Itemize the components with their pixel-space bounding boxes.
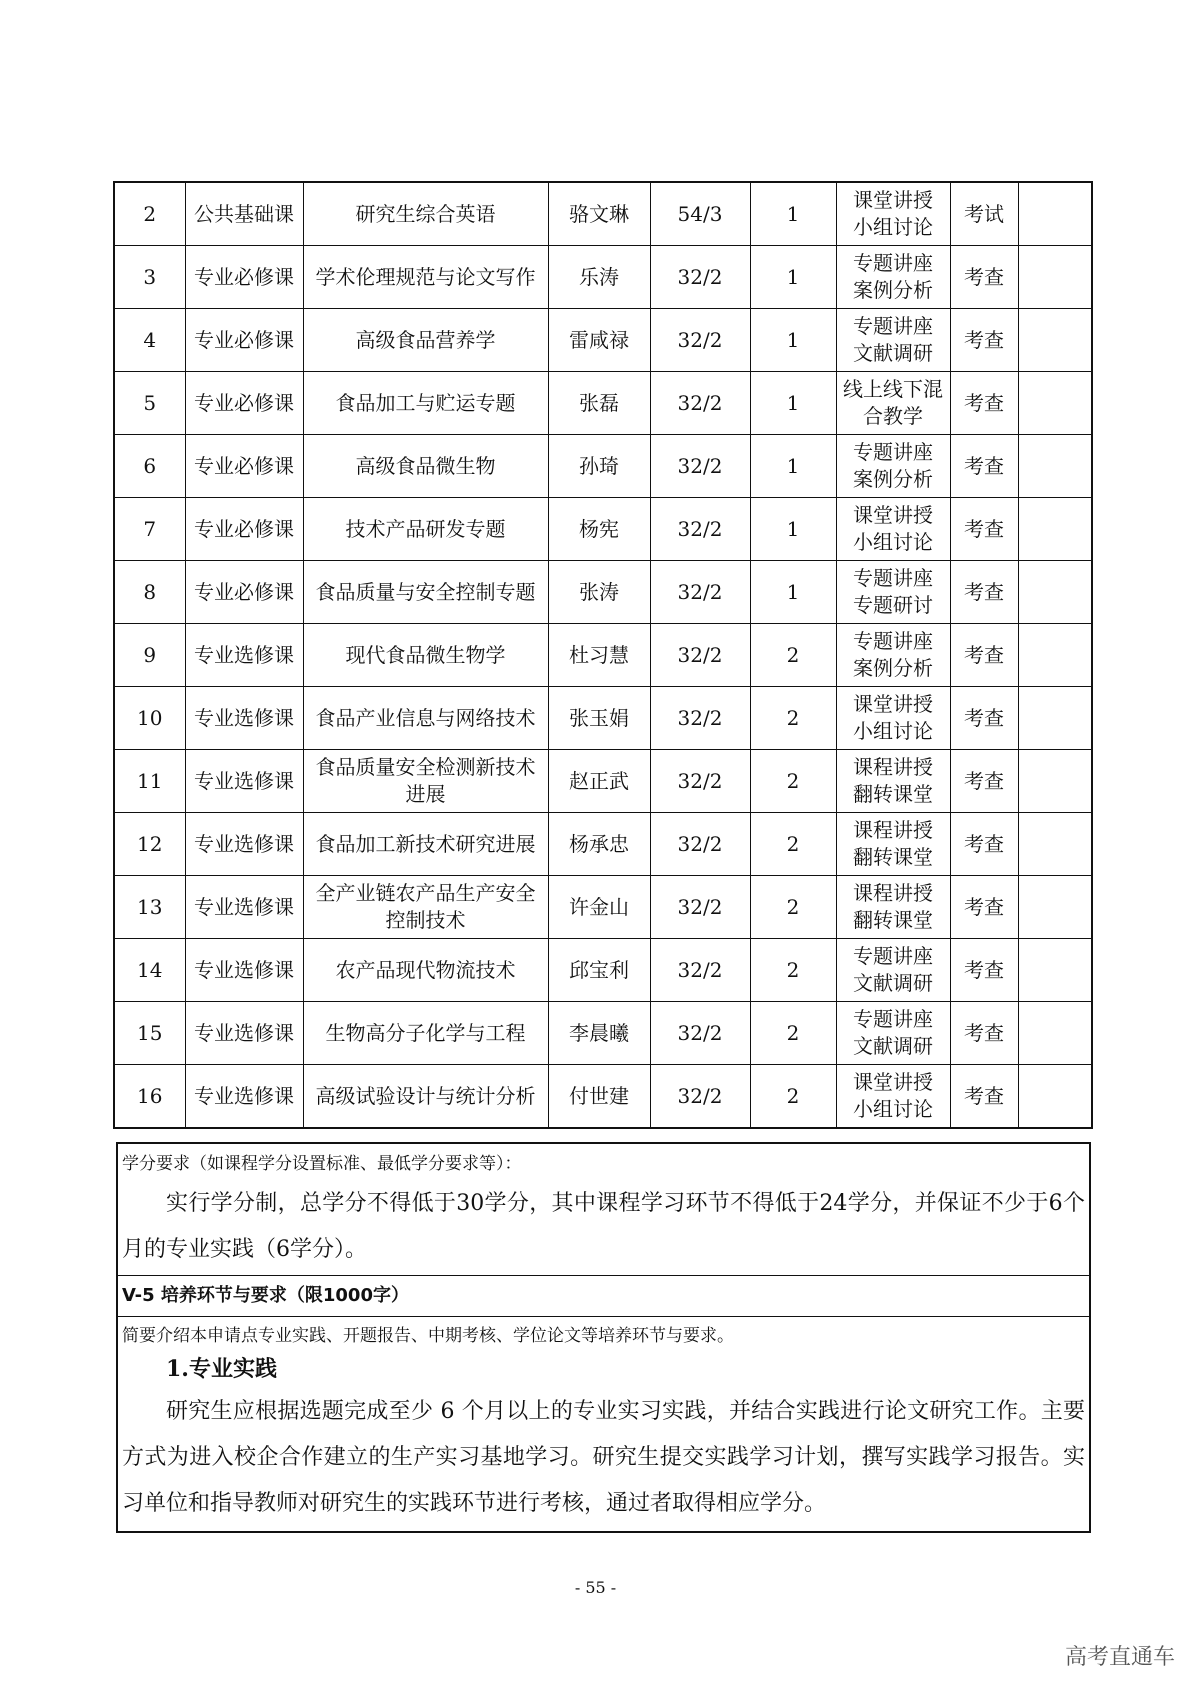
cell-teaching-method: 课堂讲授 小组讨论 (836, 498, 950, 561)
cell-course-name: 食品质量安全检测新技术 进展 (303, 750, 548, 813)
cell-assessment: 考查 (950, 687, 1018, 750)
cell-teaching-method: 课堂讲授 小组讨论 (836, 182, 950, 246)
cell-teacher: 许金山 (548, 876, 650, 939)
cell-index: 7 (114, 498, 185, 561)
cell-teacher: 骆文琳 (548, 182, 650, 246)
cell-teacher: 乐涛 (548, 246, 650, 309)
cell-index: 16 (114, 1065, 185, 1129)
cell-hours-credits: 54/3 (650, 182, 750, 246)
cell-course-name: 食品加工与贮运专题 (303, 372, 548, 435)
cell-teaching-method: 专题讲座 文献调研 (836, 309, 950, 372)
cell-teaching-method: 专题讲座 案例分析 (836, 435, 950, 498)
cell-index: 6 (114, 435, 185, 498)
cell-assessment: 考查 (950, 246, 1018, 309)
cell-teacher: 邱宝利 (548, 939, 650, 1002)
cell-course-name: 食品加工新技术研究进展 (303, 813, 548, 876)
cell-course-name: 高级食品微生物 (303, 435, 548, 498)
cell-semester: 2 (750, 813, 836, 876)
cell-teaching-method: 专题讲座 案例分析 (836, 246, 950, 309)
credit-text: 实行学分制，总学分不得低于30学分，其中课程学习环节不得低于24学分，并保证不少于6个月的专业实践（6学分）。 (122, 1191, 1085, 1262)
table-row (114, 813, 1092, 876)
cell-hours-credits: 32/2 (650, 813, 750, 876)
training-intro: 简要介绍本申请点专业实践、开题报告、中期考核、学位论文等培养环节与要求。 (122, 1326, 734, 1346)
cell-hours-credits: 32/2 (650, 309, 750, 372)
cell-course-name: 现代食品微生物学 (303, 624, 548, 687)
cell-course-name: 高级试验设计与统计分析 (303, 1065, 548, 1129)
cell-teacher: 赵正武 (548, 750, 650, 813)
cell-semester: 2 (750, 1065, 836, 1129)
cell-teaching-method: 课程讲授 翻转课堂 (836, 876, 950, 939)
cell-teaching-method: 线上线下混 合教学 (836, 372, 950, 435)
cell-remarks (1018, 498, 1092, 561)
cell-assessment: 考查 (950, 309, 1018, 372)
cell-remarks (1018, 876, 1092, 939)
cell-course-name: 食品产业信息与网络技术 (303, 687, 548, 750)
cell-semester: 2 (750, 1002, 836, 1065)
cell-index: 12 (114, 813, 185, 876)
cell-index: 4 (114, 309, 185, 372)
cell-hours-credits: 32/2 (650, 939, 750, 1002)
table-row (114, 498, 1092, 561)
cell-remarks (1018, 246, 1092, 309)
cell-remarks (1018, 309, 1092, 372)
course-table (113, 181, 1093, 1129)
table-row (114, 624, 1092, 687)
table-row (114, 309, 1092, 372)
cell-course-name: 食品质量与安全控制专题 (303, 561, 548, 624)
cell-course-category: 专业选修课 (185, 687, 303, 750)
cell-course-name: 技术产品研发专题 (303, 498, 548, 561)
cell-hours-credits: 32/2 (650, 561, 750, 624)
cell-course-category: 专业选修课 (185, 1065, 303, 1129)
training-title-section (118, 1276, 1089, 1317)
cell-remarks (1018, 561, 1092, 624)
table-row (114, 1065, 1092, 1129)
cell-assessment: 考试 (950, 182, 1018, 246)
cell-teaching-method: 专题讲座 案例分析 (836, 624, 950, 687)
cell-remarks (1018, 182, 1092, 246)
cell-hours-credits: 32/2 (650, 687, 750, 750)
cell-remarks (1018, 1065, 1092, 1129)
cell-course-category: 专业选修课 (185, 939, 303, 1002)
cell-course-category: 专业选修课 (185, 1002, 303, 1065)
cell-teaching-method: 专题讲座 文献调研 (836, 1002, 950, 1065)
cell-remarks (1018, 435, 1092, 498)
cell-index: 2 (114, 182, 185, 246)
cell-assessment: 考查 (950, 435, 1018, 498)
cell-index: 11 (114, 750, 185, 813)
cell-semester: 2 (750, 624, 836, 687)
table-row (114, 750, 1092, 813)
cell-teacher: 付世建 (548, 1065, 650, 1129)
cell-hours-credits: 32/2 (650, 624, 750, 687)
cell-assessment: 考查 (950, 1065, 1018, 1129)
credit-section (118, 1144, 1089, 1276)
training-section (118, 1317, 1089, 1531)
cell-assessment: 考查 (950, 813, 1018, 876)
cell-semester: 2 (750, 876, 836, 939)
cell-course-category: 专业选修课 (185, 813, 303, 876)
table-row (114, 561, 1092, 624)
cell-hours-credits: 32/2 (650, 1002, 750, 1065)
cell-course-category: 专业必修课 (185, 309, 303, 372)
cell-course-name: 生物高分子化学与工程 (303, 1002, 548, 1065)
cell-index: 10 (114, 687, 185, 750)
cell-index: 14 (114, 939, 185, 1002)
cell-teaching-method: 课堂讲授 小组讨论 (836, 687, 950, 750)
cell-teaching-method: 专题讲座 文献调研 (836, 939, 950, 1002)
watermark: 高考直通车 (1064, 1645, 1175, 1670)
cell-teaching-method: 专题讲座 专题研讨 (836, 561, 950, 624)
requirements-box (116, 1142, 1091, 1533)
table-row (114, 435, 1092, 498)
cell-teacher: 张玉娟 (548, 687, 650, 750)
cell-course-category: 专业必修课 (185, 372, 303, 435)
cell-teacher: 杨宪 (548, 498, 650, 561)
cell-semester: 1 (750, 372, 836, 435)
table-row (114, 246, 1092, 309)
cell-teaching-method: 课程讲授 翻转课堂 (836, 813, 950, 876)
cell-semester: 2 (750, 687, 836, 750)
cell-teacher: 杜习慧 (548, 624, 650, 687)
cell-semester: 1 (750, 182, 836, 246)
cell-assessment: 考查 (950, 939, 1018, 1002)
cell-index: 13 (114, 876, 185, 939)
table-row (114, 876, 1092, 939)
cell-teacher: 雷咸禄 (548, 309, 650, 372)
cell-course-category: 专业选修课 (185, 624, 303, 687)
cell-remarks (1018, 687, 1092, 750)
cell-teacher: 张磊 (548, 372, 650, 435)
cell-hours-credits: 32/2 (650, 372, 750, 435)
page-number: - 55 - (574, 1578, 617, 1597)
table-row (114, 1002, 1092, 1065)
cell-assessment: 考查 (950, 876, 1018, 939)
cell-assessment: 考查 (950, 561, 1018, 624)
cell-teacher: 李晨曦 (548, 1002, 650, 1065)
cell-assessment: 考查 (950, 1002, 1018, 1065)
cell-course-name: 农产品现代物流技术 (303, 939, 548, 1002)
cell-semester: 2 (750, 750, 836, 813)
cell-semester: 1 (750, 435, 836, 498)
cell-semester: 2 (750, 939, 836, 1002)
cell-index: 8 (114, 561, 185, 624)
cell-course-name: 全产业链农产品生产安全 控制技术 (303, 876, 548, 939)
cell-teaching-method: 课程讲授 翻转课堂 (836, 750, 950, 813)
cell-remarks (1018, 813, 1092, 876)
cell-assessment: 考查 (950, 498, 1018, 561)
cell-remarks (1018, 372, 1092, 435)
cell-semester: 1 (750, 309, 836, 372)
table-row (114, 939, 1092, 1002)
cell-remarks (1018, 1002, 1092, 1065)
cell-assessment: 考查 (950, 372, 1018, 435)
cell-index: 5 (114, 372, 185, 435)
cell-semester: 1 (750, 561, 836, 624)
cell-index: 9 (114, 624, 185, 687)
cell-remarks (1018, 939, 1092, 1002)
cell-hours-credits: 32/2 (650, 750, 750, 813)
cell-hours-credits: 32/2 (650, 498, 750, 561)
cell-teacher: 张涛 (548, 561, 650, 624)
cell-hours-credits: 32/2 (650, 246, 750, 309)
cell-course-category: 专业选修课 (185, 876, 303, 939)
cell-assessment: 考查 (950, 624, 1018, 687)
cell-hours-credits: 32/2 (650, 876, 750, 939)
cell-teacher: 杨承忠 (548, 813, 650, 876)
cell-index: 15 (114, 1002, 185, 1065)
cell-semester: 1 (750, 498, 836, 561)
course-table-body (114, 182, 1092, 1128)
cell-course-category: 专业必修课 (185, 435, 303, 498)
practice-heading: 1.专业实践 (166, 1356, 277, 1382)
cell-course-category: 专业选修课 (185, 750, 303, 813)
cell-hours-credits: 32/2 (650, 435, 750, 498)
cell-index: 3 (114, 246, 185, 309)
cell-teaching-method: 课堂讲授 小组讨论 (836, 1065, 950, 1129)
table-row (114, 182, 1092, 246)
cell-teacher: 孙琦 (548, 435, 650, 498)
cell-course-category: 专业必修课 (185, 498, 303, 561)
cell-course-name: 高级食品营养学 (303, 309, 548, 372)
cell-course-category: 公共基础课 (185, 182, 303, 246)
practice-text: 研究生应根据选题完成至少 6 个月以上的专业实习实践，并结合实践进行论文研究工作。主要方式为进入校企合作建立的生产实习基地学习。研究生提交实践学习计划，撰写实践学习报告。实习单位和指导教师对研究生的实践环节进行考核，通过者取得相应学分。 (122, 1399, 1085, 1516)
cell-course-category: 专业必修课 (185, 561, 303, 624)
section-title: V-5 培养环节与要求（限1000字） (122, 1285, 409, 1306)
table-row (114, 687, 1092, 750)
cell-hours-credits: 32/2 (650, 1065, 750, 1129)
cell-course-name: 研究生综合英语 (303, 182, 548, 246)
cell-assessment: 考查 (950, 750, 1018, 813)
cell-remarks (1018, 624, 1092, 687)
cell-remarks (1018, 750, 1092, 813)
table-row (114, 372, 1092, 435)
cell-course-category: 专业必修课 (185, 246, 303, 309)
cell-course-name: 学术伦理规范与论文写作 (303, 246, 548, 309)
cell-semester: 1 (750, 246, 836, 309)
credit-label: 学分要求（如课程学分设置标准、最低学分要求等）： (122, 1154, 522, 1174)
